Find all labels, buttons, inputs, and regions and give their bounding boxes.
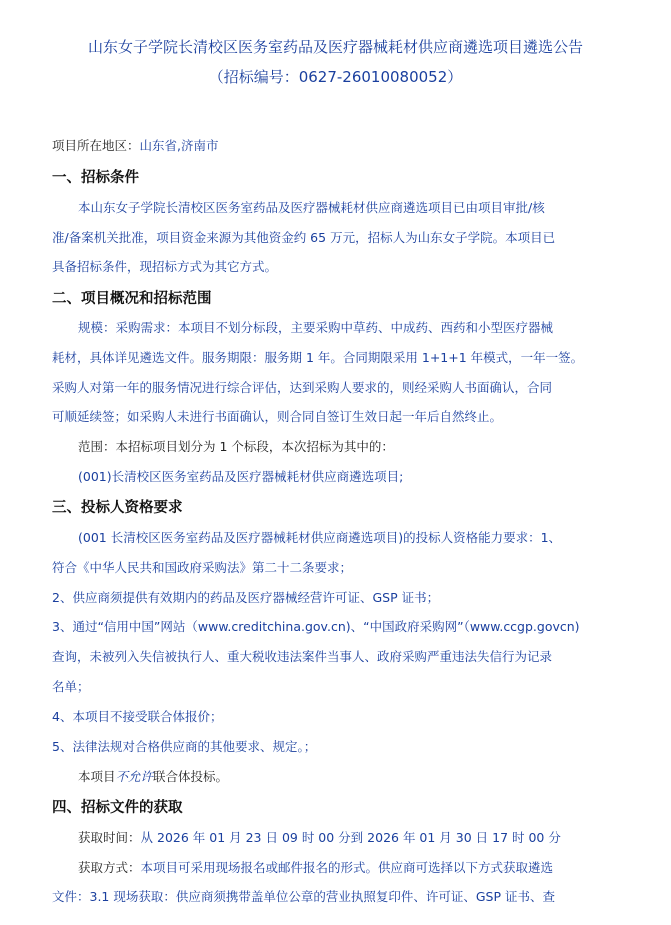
- joint-bid-suffix: 联合体投标。: [153, 769, 229, 784]
- section-3-paragraph-line: 5、法律法规对合格供应商的其他要求、规定。；: [52, 739, 317, 754]
- section-1-heading: 一、招标条件: [52, 170, 139, 186]
- joint-bid-status: 不允许: [115, 769, 154, 784]
- section-2-paragraph-line: 可顺延续签；如采购人未进行书面确认，则合同自签订生效日起一年后自然终止。: [52, 409, 503, 424]
- section-2-paragraph-line: 采购人对第一年的服务情况进行综合评估，达到采购人要求的，则经采购人书面确认，合同: [52, 380, 553, 395]
- section-3-paragraph-line: 查询，未被列入失信被执行人、重大税收违法案件当事人、政府采购严重违法失信行为记录: [52, 649, 553, 664]
- acquisition-method: [78, 858, 553, 876]
- joint-bid-prefix: 本项目: [78, 769, 116, 784]
- section-2-lot: (001)长清校区医务室药品及医疗器械耗材供应商遴选项目;: [78, 469, 404, 484]
- project-region: [52, 136, 219, 154]
- section-3-paragraph-line: 4、本项目不接受联合体报价；: [52, 709, 223, 724]
- acquisition-time: [78, 828, 561, 846]
- section-1-paragraph-line: 准/备案机关批准，项目资金来源为其他资金约 65 万元，招标人为山东女子学院。本项目已: [52, 230, 556, 245]
- section-1-paragraph-line: 本山东女子学院长清校区医务室药品及医疗器械耗材供应商遴选项目已由项目审批/核: [78, 200, 545, 215]
- section-3-paragraph-line: 3、通过“信用中国”网站（www.creditchina.gov.cn)、“中国政府采购网”（www.ccgp.govcn): [52, 619, 580, 634]
- acquisition-method-text: 本项目可采用现场报名或邮件报名的形式。供应商可选择以下方式获取遴选: [140, 860, 554, 875]
- section-2-heading: 二、项目概况和招标范围: [52, 291, 212, 307]
- acquisition-method-label: 获取方式：: [78, 860, 141, 875]
- acquisition-time-value: 从 2026 年 01 月 23 日 09 时 00 分到 2026 年 01 月 30 日 17 时 00 分: [140, 830, 561, 845]
- section-3-paragraph-line: (001 长清校区医务室药品及医疗器械耗材供应商遴选项目)的投标人资格能力要求：1、: [78, 530, 562, 545]
- section-3-paragraph-line: 名单；: [52, 679, 90, 694]
- document-title: 山东女子学院长清校区医务室药品及医疗器械耗材供应商遴选项目遴选公告: [87, 38, 583, 56]
- section-3-paragraph-line: 2、供应商须提供有效期内的药品及医疗器械经营许可证、GSP 证书；: [52, 590, 440, 605]
- section-2-scope: 范围：本招标项目划分为 1 个标段，本次招标为其中的：: [78, 439, 394, 454]
- section-3-paragraph-line: 符合《中华人民共和国政府采购法》第二十二条要求；: [52, 560, 353, 575]
- tender-number: （招标编号：0627-26010080052）: [208, 68, 463, 86]
- acquisition-method-line: 文件：3.1 现场获取：供应商须携带盖单位公章的营业执照复印件、许可证、GSP 证书、查: [52, 889, 555, 904]
- section-3-heading: 三、投标人资格要求: [52, 500, 183, 516]
- joint-bid-note: [78, 767, 228, 785]
- acquisition-time-label: 获取时间：: [78, 830, 141, 845]
- section-1-paragraph-line: 具备招标条件，现招标方式为其它方式。: [52, 259, 278, 274]
- section-2-paragraph-line: 耗材，具体详见遴选文件。服务期限：服务期 1 年。合同期限采用 1+1+1 年模式，一年一签。: [52, 350, 584, 365]
- section-2-paragraph-line: 规模：采购需求：本项目不划分标段，主要采购中草药、中成药、西药和小型医疗器械: [78, 320, 554, 335]
- region-label: 项目所在地区：: [52, 138, 140, 153]
- section-4-heading: 四、招标文件的获取: [52, 800, 183, 816]
- region-value: 山东省,济南市: [139, 138, 219, 153]
